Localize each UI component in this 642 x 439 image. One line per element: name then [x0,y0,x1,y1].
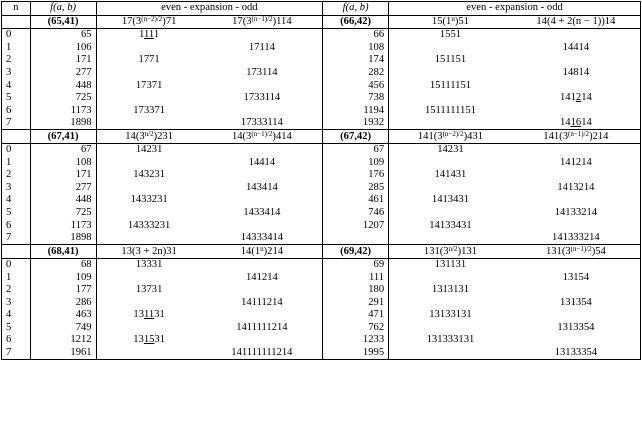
f-value-right: 282 [323,67,389,80]
even-value-right: 14133431 [429,219,472,231]
f-value-right [323,232,389,245]
odd-value-right: 1313354 [512,322,641,335]
even-formula-left: $14(3^{n/2})231$ [96,130,202,144]
f-value-right: 1995 [323,347,389,360]
f-value-left: 277 [30,182,96,195]
even-value-left [96,42,202,55]
odd-value-right: 14414 [512,42,641,55]
even-value-left [96,67,202,80]
n-cell: 1 [2,157,31,170]
even-formula-left: 13(3 + 2n)31 [96,245,202,259]
f-value-left: 749 [30,322,96,335]
odd-value-right [512,258,641,271]
block-n-blank [2,130,31,144]
n-cell: 7 [2,232,31,245]
even-formula-left: $17(3^{(n-2)/2})71$ [96,15,202,29]
exponent: (n−2)/2 [442,129,464,138]
f-value-right: 111 [323,271,389,284]
n-cell: 7 [2,117,31,130]
odd-value-left: 14111214 [202,297,323,310]
odd-value-right: 14133214 [512,207,641,220]
f-value-right: 291 [323,297,389,310]
odd-value-right: 141333214 [512,232,641,245]
even-value-left [96,347,202,360]
even-value-right: 1313131 [431,284,469,296]
odd-formula-right: $141(3^{(n-1)/2})214$ [512,130,641,144]
f-value-right: 66 [323,29,389,42]
table-row [2,92,641,105]
underlined-digits: 16 [570,117,582,129]
even-value-left: 13331 [135,259,163,271]
n-header: n [2,2,31,16]
table-row [2,271,641,284]
n-cell: 4 [2,194,31,207]
f-value-left: 106 [30,42,96,55]
even-value-right [389,182,512,195]
f-value-left: 286 [30,297,96,310]
exponent: (n−1)/2 [570,244,592,253]
n-cell: 0 [2,29,31,42]
f-value-right: 746 [323,207,389,220]
table-row [2,157,641,170]
table-row [2,284,641,297]
odd-value-right [512,284,641,297]
odd-value-right [512,309,641,322]
odd-value-left: 1411111214 [202,322,323,335]
f-value-left: 68 [30,258,96,271]
n-cell: 4 [2,309,31,322]
odd-value-left [202,284,323,297]
pair-label-right: (66,42) [323,15,389,29]
block-n-blank [2,15,31,29]
n-cell: 1 [2,271,31,284]
f-value-right: 109 [323,157,389,170]
block-header-row [2,130,641,144]
odd-value-right [512,219,641,232]
f-value-right: 108 [323,42,389,55]
f-value-left: 1898 [30,117,96,130]
odd-value-left: 17114 [202,42,323,55]
n-cell: 3 [2,182,31,195]
even-value-right: 131333131 [426,334,475,346]
exponent: n [451,15,455,23]
table-row [2,258,641,271]
odd-value-left: 141111111214 [202,347,323,360]
f-value-right: 176 [323,169,389,182]
even-value-left: 1771 [138,54,160,66]
underlined-digits: 2 [575,92,582,104]
table-row [2,42,641,55]
block-header-row [2,15,641,29]
pair-label-right: (67,42) [323,130,389,144]
table-row [2,144,641,157]
even-value-left: 143231 [133,169,165,181]
even-value-left [96,297,202,310]
n-cell: 5 [2,207,31,220]
even-value-right: 151151 [434,54,467,66]
even-value-right: 131131 [434,259,467,271]
odd-value-left: 14333414 [202,232,323,245]
even-value-left: 17371 [135,79,163,91]
even-value-left: 173371 [133,104,165,116]
odd-formula-left: $17(3^{(n-1)/2})114$ [202,15,323,29]
n-cell: 7 [2,347,31,360]
n-cell: 3 [2,67,31,80]
even-value-right: 1511111151 [424,104,476,116]
odd-value-right [512,144,641,157]
even-value-left [96,92,202,105]
f-header-right: f(a, b) [323,2,389,16]
table-row [2,182,641,195]
block-header-row [2,245,641,259]
even-value-right [389,157,512,170]
even-value-left [96,207,202,220]
table-body [2,2,641,360]
f-value-left: 448 [30,79,96,92]
even-value-right: 13133131 [429,309,472,321]
exponent: n/2 [448,244,458,253]
odd-value-right [512,54,641,67]
odd-value-right: 141614 [512,117,641,130]
even-value-right [389,92,512,105]
even-value-right: 1551 [439,29,462,41]
table-row [2,334,641,347]
table-row [2,207,641,220]
odd-value-right: 1413214 [512,182,641,195]
even-value-left [96,182,202,195]
table-row [2,54,641,67]
n-cell: 6 [2,219,31,232]
table-row [2,194,641,207]
n-cell: 2 [2,284,31,297]
even-value-right: 14231 [437,144,464,156]
table-row [2,79,641,92]
f-value-right: 69 [323,258,389,271]
even-formula-right: 15(1$^n$)51 [389,15,512,29]
odd-formula-right: $131(3^{(n-1)/2})54$ [512,245,641,259]
table-row [2,347,641,360]
table-row [2,117,641,130]
n-cell: 5 [2,92,31,105]
table-wrapper [1,1,641,360]
odd-value-left [202,29,323,42]
f-value-left: 109 [30,271,96,284]
f-value-right: 174 [323,54,389,67]
odd-value-left: 141214 [202,271,323,284]
even-value-left: 13731 [135,284,163,296]
column-header-row [2,2,641,16]
odd-value-right: 13133354 [512,347,641,360]
odd-value-left [202,309,323,322]
odd-value-right [512,334,641,347]
f-value-left: 171 [30,169,96,182]
exponent: (n−1)/2 [251,129,273,138]
even-value-left [96,271,202,284]
odd-value-left [202,219,323,232]
f-value-left: 108 [30,157,96,170]
odd-value-left [202,258,323,271]
underlined-digits: 15 [143,334,155,346]
n-cell: 2 [2,169,31,182]
f-value-left: 725 [30,207,96,220]
exponent: n [260,244,264,253]
table-row [2,169,641,182]
underlined-digits: 11 [144,309,155,321]
odd-value-right: 141214 [512,92,641,105]
even-value-right: 1413431 [431,194,469,206]
even-value-left: 14333231 [127,219,171,231]
even-value-right [389,322,512,335]
odd-value-right: 14814 [512,67,641,80]
f-value-left: 1961 [30,347,96,360]
n-cell: 1 [2,42,31,55]
even-value-right [389,67,512,80]
n-cell: 6 [2,104,31,117]
f-value-right: 285 [323,182,389,195]
odd-value-left [202,79,323,92]
odd-value-left [202,144,323,157]
exponent: (n−2)/2 [141,15,163,23]
f-value-left: 65 [30,29,96,42]
exponent: (n−1)/2 [568,129,590,138]
f-value-left: 177 [30,284,96,297]
f-value-left: 448 [30,194,96,207]
f-value-right: 461 [323,194,389,207]
f-value-right: 456 [323,79,389,92]
even-value-left: 131131 [133,309,165,321]
expansion-header-left: even - expansion - odd [96,2,323,16]
underlined-digits: 11 [144,29,154,41]
n-cell: 2 [2,54,31,67]
even-value-right [389,207,512,220]
even-value-right [389,297,512,310]
f-value-right: 1932 [323,117,389,130]
f-header-left: f(a, b) [30,2,96,16]
odd-formula-left: 14(1$^n$)214 [202,245,323,259]
odd-value-right: 131354 [512,297,641,310]
odd-value-right [512,79,641,92]
table-row [2,219,641,232]
expansion-table [1,1,641,360]
odd-value-right: 13154 [512,271,641,284]
f-value-right: 1233 [323,334,389,347]
exponent: (n−1)/2 [251,15,273,23]
table-row [2,322,641,335]
odd-value-left: 143414 [202,182,323,195]
even-value-left [96,157,202,170]
pair-label-left: (65,41) [30,15,96,29]
exponent: n/2 [144,129,154,138]
f-value-left: 1898 [30,232,96,245]
odd-formula-left: $14(3^{(n-1)/2})414$ [202,130,323,144]
even-value-left: 1433231 [130,194,168,206]
table-row [2,297,641,310]
odd-value-right [512,29,641,42]
table-row [2,309,641,322]
table-row [2,104,641,117]
odd-value-left: 1733114 [202,92,323,105]
even-formula-right: $131(3^{n/2})131$ [389,245,512,259]
f-value-left: 277 [30,67,96,80]
f-value-right: 1207 [323,219,389,232]
n-cell: 5 [2,322,31,335]
odd-value-left [202,334,323,347]
f-value-right: 67 [323,144,389,157]
f-value-left: 463 [30,309,96,322]
odd-value-right [512,194,641,207]
n-cell: 4 [2,79,31,92]
even-value-left [96,232,202,245]
block-n-blank [2,245,31,259]
table-row [2,232,641,245]
odd-value-left [202,169,323,182]
expansion-header-right: even - expansion - odd [389,2,641,16]
even-value-left [96,117,202,130]
f-value-right: 1194 [323,104,389,117]
odd-value-right [512,104,641,117]
even-value-right [389,117,512,130]
pair-label-left: (68,41) [30,245,96,259]
n-cell: 3 [2,297,31,310]
f-value-left: 725 [30,92,96,105]
f-value-left: 1173 [30,104,96,117]
odd-formula-right: 14(4 + 2(n − 1))14 [512,15,641,29]
odd-value-left: 1433414 [202,207,323,220]
even-value-right [389,347,512,360]
f-value-right: 762 [323,322,389,335]
odd-value-left: 17333114 [202,117,323,130]
pair-label-right: (69,42) [323,245,389,259]
n-cell: 0 [2,144,31,157]
f-value-left: 171 [30,54,96,67]
odd-value-right: 141214 [512,157,641,170]
f-value-left: 1212 [30,334,96,347]
even-value-left [96,322,202,335]
even-formula-right: $141(3^{(n-2)/2})431$ [389,130,512,144]
n-cell: 0 [2,258,31,271]
even-value-left: 131531 [133,334,165,346]
even-value-right [389,232,512,245]
odd-value-right [512,169,641,182]
even-value-left: 1111 [139,29,160,41]
f-value-left: 1173 [30,219,96,232]
even-value-right [389,42,512,55]
odd-value-left [202,194,323,207]
f-value-right: 180 [323,284,389,297]
f-value-right: 471 [323,309,389,322]
n-cell: 6 [2,334,31,347]
table-row [2,29,641,42]
even-value-right: 15111151 [429,79,472,91]
f-value-left: 67 [30,144,96,157]
odd-value-left: 14414 [202,157,323,170]
odd-value-left: 173114 [202,67,323,80]
even-value-left: 14231 [135,144,163,156]
odd-value-left [202,104,323,117]
table-row [2,67,641,80]
even-value-right: 141431 [434,169,467,181]
odd-value-left [202,54,323,67]
even-value-right [389,271,512,284]
pair-label-left: (67,41) [30,130,96,144]
f-value-right: 738 [323,92,389,105]
